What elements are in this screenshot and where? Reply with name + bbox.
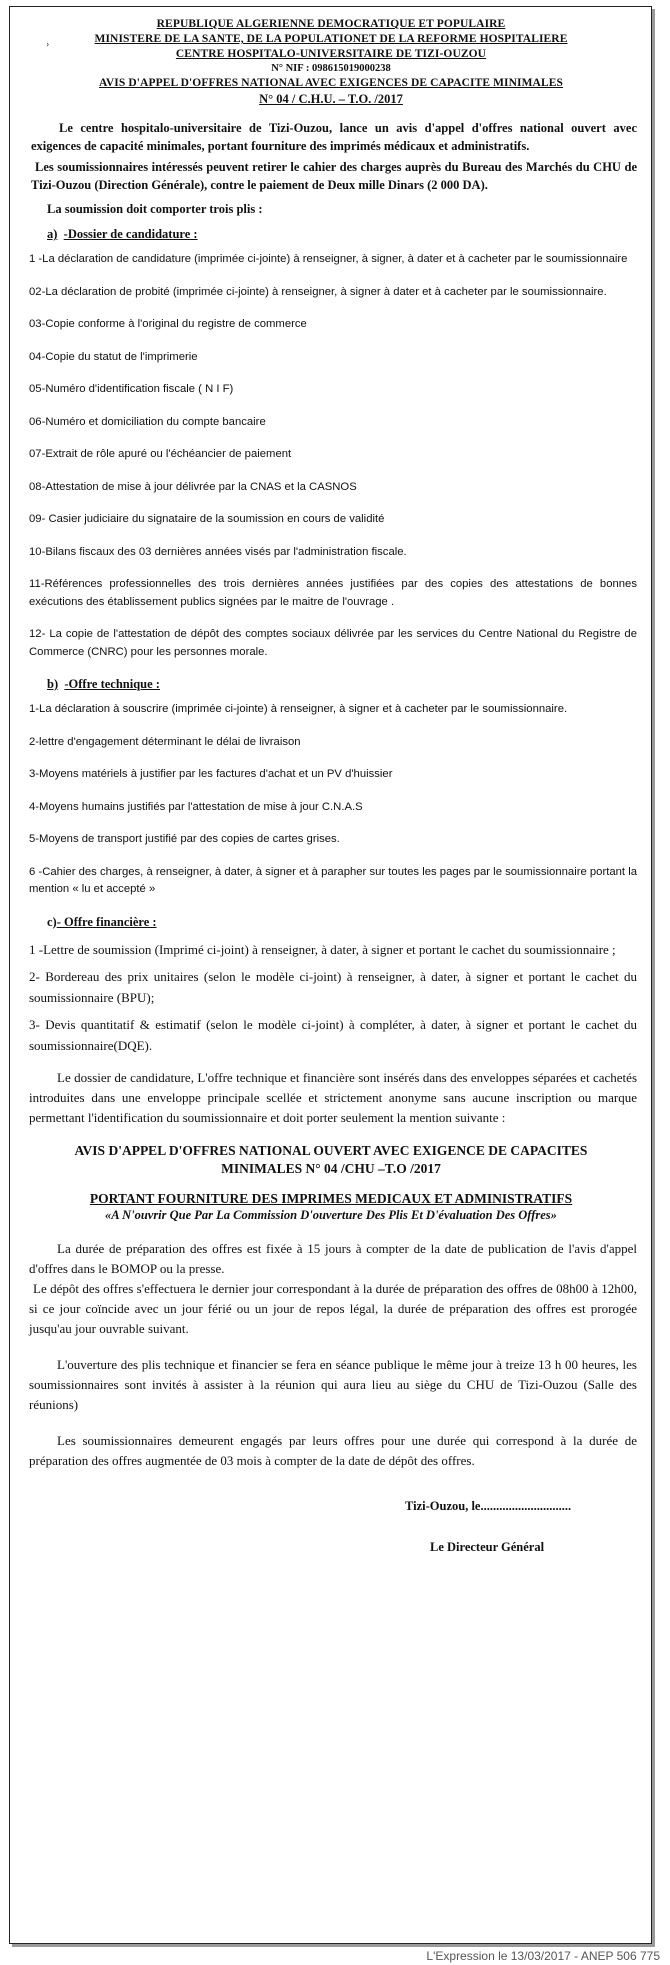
list-item: 4-Moyens humains justifiés par l'attestation de mise à jour C.N.A.S [29, 800, 363, 813]
section-a-title: -Dossier de candidature : [63, 227, 198, 241]
list-item: 5-Moyens de transport justifié par des copies de cartes grises. [29, 833, 340, 845]
closing-paragraph-1: La durée de préparation des offres est fixée à 15 jours à compter de la date de publication de l'avis d'appel d'offres dans le BOMOP ou la presse. [29, 1240, 637, 1276]
list-item: 02-La déclaration de probité (imprimée ci-jointe) à renseigner, à signer à dater et à cacheter par le soumissionnaire. [29, 285, 607, 298]
mention-subtitle [25, 1190, 637, 1207]
list-item: 05-Numéro d'identification fiscale ( N I F) [29, 383, 234, 395]
list-item: 12- La copie de l'attestation de dépôt des comptes sociaux délivrée par les services du Centre National du Registre de Commerce (CNRC) pour les personnes morale. [29, 628, 637, 658]
signature-place-date: Tizi-Ouzou, le............................. [405, 1498, 572, 1513]
notice-reference: N° 04 / C.H.U. – T.O. /2017 [259, 92, 403, 106]
section-a-heading [47, 226, 637, 243]
list-item: 3-Moyens matériels à justifier par les factures d'achat et un PV d'huissier [29, 768, 393, 780]
list-item: 3- Devis quantitatif & estimatif (selon le modèle ci-joint) à compléter, à dater, à signer et portant le cachet du soumissionnaire(DQE). [29, 1016, 637, 1053]
corner-mark-icon: › [46, 39, 50, 50]
header-hospital: CENTRE HOSPITALO-UNIVERSITAIRE DE TIZI-OUZOU [175, 48, 487, 60]
closing-paragraph-2: Le dépôt des offres s'effectuera le dernier jour correspondant à la durée de préparation des offres de 08h00 à 12h00, si ce jour coïncide avec un jour férié ou un jour de repos légal, la durée de préparation des offres est prorogée jusqu'au jour ouvrable suivant. [29, 1280, 637, 1336]
notice-body [25, 17, 637, 1555]
list-item: 09- Casier judiciaire du signataire de la soumission en cours de validité [29, 513, 385, 525]
section-c-heading [47, 914, 637, 931]
publication-footer: L'Expression le 13/03/2017 - ANEP 506 775 [426, 1949, 660, 1963]
list-item: 1 -Lettre de soumission (Imprimé ci-joint) à renseigner, à dater, à signer et portant le cachet du soumissionnaire ; [29, 941, 616, 957]
closing-paragraph-3: L'ouverture des plis technique et financier se fera en séance publique le même jour à treize 13 h 00 heures, les soumissionnaires sont invités à assister à la réunion qui aura lieu au siège du CHU de Tizi-Ouzou (Salle des réunions) [29, 1356, 637, 1412]
list-item: 08-Attestation de mise à jour délivrée par la CNAS et la CASNOS [29, 480, 357, 493]
header-nif: N° NIF : 098615019000238 [271, 63, 391, 74]
list-item: 6 -Cahier des charges, à renseigner, à dater, à signer et à parapher sur toutes les pages par le soumissionnaire portant la mention « lu et accepté » [29, 865, 637, 895]
section-c-prefix: c) [47, 914, 57, 929]
header-ministry: MINISTERE DE LA SANTE, DE LA POPULATIONET DE LA REFORME HOSPITALIERE [94, 33, 568, 45]
section-c-title: - Offre financière : [56, 914, 157, 929]
mention-quote: «A N'ouvrir Que Par La Commission D'ouverture Des Plis Et D'évaluation Des Offres» [105, 1207, 557, 1222]
section-b-title: -Offre technique : [64, 677, 160, 691]
list-item: 2- Bordereau des prix unitaires (selon le modèle ci-joint) à renseigner, à dater, à signer et portant le cachet du soumissionnaire (BPU); [29, 968, 637, 1005]
list-item: 1-La déclaration à souscrire (imprimée ci-jointe) à renseigner, à signer et à cacheter par le soumissionnaire. [29, 703, 568, 715]
list-item: 1 -La déclaration de candidature (imprimée ci-jointe) à renseigner, à signer, à dater et à cacheter par le soumissionnaire [29, 253, 628, 265]
signature-role: Le Directeur Général [430, 1539, 545, 1554]
list-item: 11-Références professionnelles des trois dernières années justifiées par des copies des attestations de bonnes exécutions des établissement publics signées par le maitre de l'ouvrage . [29, 578, 637, 608]
list-item: 07-Extrait de rôle apuré ou l'échéancier de paiement [29, 448, 292, 460]
list-item: 10-Bilans fiscaux des 03 dernières années visés par l'administration fiscale. [29, 545, 407, 558]
list-item: 03-Copie conforme à l'original du registre de commerce [29, 318, 307, 330]
section-b-prefix: b) [47, 677, 59, 691]
intro-paragraph-2: Les soumissionnaires intéressés peuvent retirer le cahier des charges auprès du Bureau des Marchés du CHU de Tizi-Ouzou (Direction Générale), contre le paiement de Deux mille Dinars (2 000 DA). [31, 160, 637, 192]
intro-paragraph-3: La soumission doit comporter trois plis : [47, 202, 263, 216]
intro-paragraph-1: Le centre hospitalo-universitaire de Tizi-Ouzou, lance un avis d'appel d'offres national ouvert avec exigences de capacité minimales, portant fourniture des imprimés médicaux et administratifs. [31, 121, 637, 153]
list-item: 06-Numéro et domiciliation du compte bancaire [29, 415, 266, 428]
mention-subtitle-text: PORTANT FOURNITURE DES IMPRIMES MEDICAUX ET ADMINISTRATIFS [89, 1190, 573, 1206]
notice-frame [9, 6, 652, 1944]
envelope-paragraph: Le dossier de candidature, L'offre technique et financière sont insérés dans des enveloppes séparées et cachetés introduites dans une enveloppe principale scellée et strictement anonyme sans aucune inscription ou marque permettant l'identification du soumissionnaire et doit porter seulement la mention suivante : [29, 1069, 637, 1125]
list-item: 04-Copie du statut de l'imprimerie [29, 350, 198, 363]
mention-line-1: AVIS D'APPEL D'OFFRES NATIONAL OUVERT AVEC EXIGENCE DE CAPACITES [74, 1142, 588, 1158]
closing-paragraph-4: Les soumissionnaires demeurent engagés par leurs offres pour une durée qui correspond à la durée de préparation des offres augmentée de 03 mois à compter de la date de dépôt des offres. [29, 1432, 637, 1468]
list-item: 2-lettre d'engagement déterminant le délai de livraison [29, 735, 301, 748]
notice-title: AVIS D'APPEL D'OFFRES NATIONAL AVEC EXIGENCES DE CAPACITE MINIMALES [98, 77, 563, 89]
section-a-prefix: a) [47, 227, 58, 241]
section-b-heading [47, 676, 637, 693]
mention-line-2: MINIMALES N° 04 /CHU –T.O /2017 [221, 1160, 441, 1176]
header-republic: REPUBLIQUE ALGERIENNE DEMOCRATIQUE ET POPULAIRE [156, 18, 506, 30]
intro-block [31, 119, 637, 218]
